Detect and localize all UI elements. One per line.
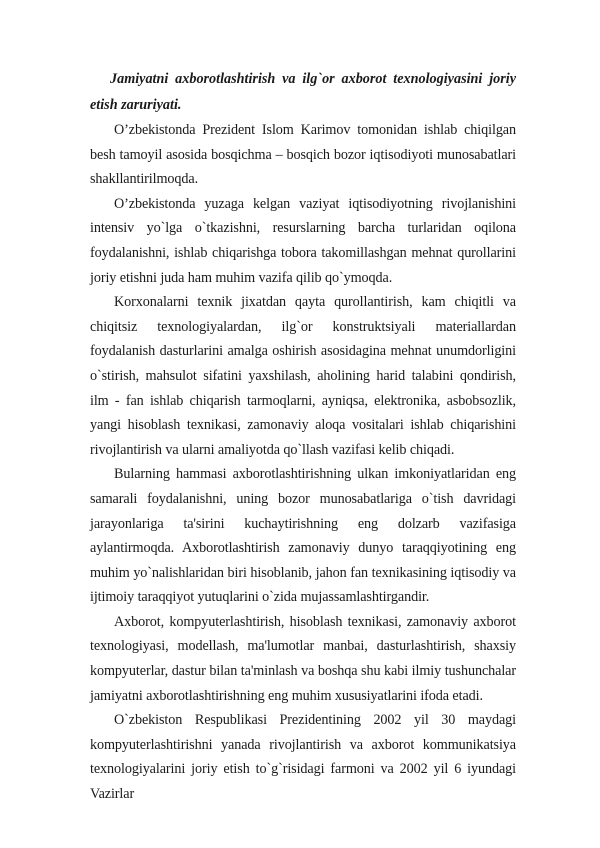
paragraph-6: O`zbekiston Respublikasi Prezidentining 2002 yil 30 maydagi kompyuterlashtirishni yanada rivojlantirish va axborot kommunikatsiya texnologiyalarini joriy etish to`g`risidagi farmoni va 2002 yil 6 iyundagi Vazirlar	[90, 712, 516, 803]
paragraph-5: Axborot, kompyuterlashtirish, hisoblash texnikasi, zamonaviy axborot texnologiyasi, modellash, ma'lumotlar manbai, dasturlashtirish, shaxsiy kompyuterlar, dastur bilan ta'minlash va boshqa shu kabi ilmiy tushunchalar jamiyatni axborotlashtirishning eng muhim xususiyatlarini ifoda etadi.	[90, 613, 516, 704]
paragraph-2: O’zbekistonda yuzaga kelgan vaziyat iqtisodiyotning rivojlanishini intensiv yo`lga o`tkazishni, resurslarning barcha turlaridan oqilona foydalanishni, ishlab chiqarishga tobora takomillashgan mehnat qurollarini joriy etishni juda ham muhim vazifa qilib qo`ymoqda.	[90, 195, 516, 286]
document-title: Jamiyatni axborotlashtirish va ilg`or axborot texnologiyasini joriy etish zaruriyati.	[90, 71, 516, 113]
paragraph-3: Korxonalarni texnik jixatdan qayta qurollantirish, kam chiqitli va chiqitsiz texnologiyalardan, ilg`or konstruktsiyali materiallardan foydalanish dasturlarini amalga oshirish asosidagina mehnat unumdorligini o`stirish, mahsulot sifatini yaxshilash, aholining harid talabini qondirish, ilm - fan ishlab chiqarish tarmoqlarni, ayniqsa, elektronika, asbobsozlik, yangi hisoblash texnikasi, zamonaviy aloqa vositalari ishlab chiqarishini rivojlantirish va ularni amaliyotda qo`llash vazifasi kelib chiqadi.	[90, 294, 516, 458]
paragraph-4: Bularning hammasi axborotlashtirishning ulkan imkoniyatlaridan eng samarali foydalanishni, uning bozor munosabatlariga o`tish davridagi jarayonlariga ta'sirini kuchaytirishning eng dolzarb vazifasiga aylantirmoqda. Axborotlashtirish zamonaviy dunyo taraqqiyotining eng muhim yo`nalishlaridan biri hisoblanib, jahon fan texnikasining iqtisodiy va ijtimoiy taraqqiyot yutuqlarini o`zida mujassamlashtirgandir.	[90, 466, 516, 606]
paragraph-1: O’zbekistonda Prezident Islom Karimov tomonidan ishlab chiqilgan besh tamoyil asosida bosqichma – bosqich bozor iqtisodiyoti munosabatlari shakllantirilmoqda.	[90, 122, 516, 188]
